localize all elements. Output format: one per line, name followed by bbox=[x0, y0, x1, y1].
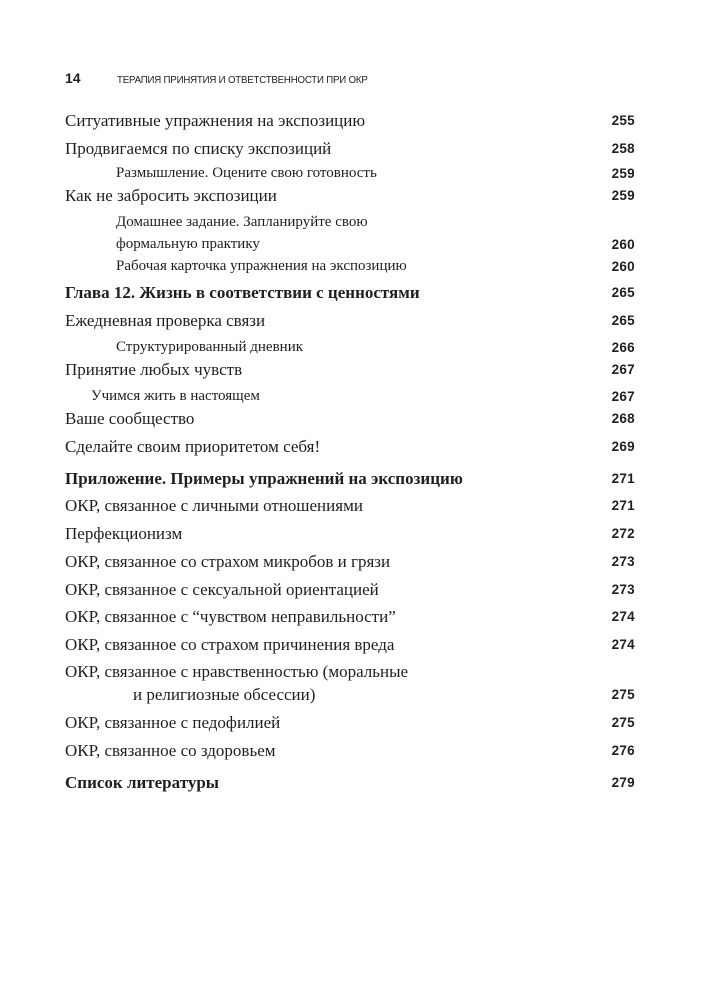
toc-entry bbox=[65, 552, 635, 572]
toc-chapter bbox=[65, 283, 635, 303]
toc-entry-title: Список литературы bbox=[65, 773, 220, 792]
toc-entry-page: 255 bbox=[611, 113, 635, 128]
toc-chapter bbox=[65, 773, 635, 793]
toc-entry-page: 276 bbox=[611, 743, 635, 758]
toc-entry bbox=[65, 662, 635, 682]
toc-entry bbox=[65, 338, 635, 356]
toc-entry-page: 269 bbox=[611, 439, 635, 454]
toc-entry bbox=[65, 607, 635, 627]
toc-entry bbox=[65, 713, 635, 733]
toc-entry-title: ОКР, связанное с нравственностью (моральные bbox=[65, 662, 409, 681]
toc-entry bbox=[65, 186, 635, 206]
toc-entry-title: ОКР, связанное с личными отношениями bbox=[65, 496, 363, 515]
toc-entry-title: ОКР, связанное со здоровьем bbox=[65, 741, 276, 760]
toc-entry-page: 273 bbox=[611, 582, 635, 597]
toc-entry-page: 268 bbox=[611, 411, 635, 426]
toc-entry-title: Глава 12. Жизнь в соответствии с ценностями bbox=[65, 283, 420, 302]
toc-entry bbox=[65, 257, 635, 275]
toc-entry-page: 271 bbox=[611, 471, 635, 486]
toc-entry-page: 260 bbox=[611, 237, 635, 252]
toc-entry bbox=[65, 524, 635, 544]
toc-entry-title: Ваше сообщество bbox=[65, 409, 195, 428]
toc-entry-title: Продвигаемся по списку экспозиций bbox=[65, 139, 332, 158]
toc-entry-title: ОКР, связанное со страхом причинения вреда bbox=[65, 635, 395, 654]
toc-entry-page: 275 bbox=[611, 687, 635, 702]
toc-entry bbox=[65, 685, 635, 705]
toc-entry bbox=[65, 360, 635, 380]
toc-entry-title: ОКР, связанное с педофилией bbox=[65, 713, 281, 732]
toc-entry-page: 271 bbox=[611, 498, 635, 513]
toc-entry-page: 279 bbox=[611, 775, 635, 790]
toc-entry-page: 265 bbox=[611, 313, 635, 328]
toc-entry-title: Перфекционизм bbox=[65, 524, 183, 543]
toc-entry-title: Сделайте своим приоритетом себя! bbox=[65, 437, 321, 456]
toc-entry-title: ОКР, связанное с “чувством неправильности” bbox=[65, 607, 396, 626]
toc-entry bbox=[65, 635, 635, 655]
toc-entry bbox=[65, 139, 635, 159]
toc-entry bbox=[65, 409, 635, 429]
toc-entry-title: Размышление. Оцените свою готовность bbox=[116, 165, 377, 181]
toc-entry bbox=[65, 387, 635, 405]
toc-entry-page: 272 bbox=[611, 526, 635, 541]
toc-entry bbox=[65, 164, 635, 182]
book-title: ТЕРАПИЯ ПРИНЯТИЯ И ОТВЕТСТВЕННОСТИ ПРИ ОКР bbox=[117, 74, 368, 86]
toc-entry-title: Ежедневная проверка связи bbox=[65, 311, 266, 330]
toc-entry-title: Как не забросить экспозиции bbox=[65, 186, 277, 205]
toc-entry-title: ОКР, связанное со страхом микробов и грязи bbox=[65, 552, 391, 571]
toc-entry-page: 259 bbox=[611, 188, 635, 203]
toc-entry bbox=[65, 111, 635, 131]
toc-entry-title: Приложение. Примеры упражнений на экспозицию bbox=[65, 469, 463, 488]
toc-entry-page: 267 bbox=[611, 389, 635, 404]
toc-entry-page: 260 bbox=[611, 259, 635, 274]
toc-chapter bbox=[65, 469, 635, 489]
toc-entry-page: 273 bbox=[611, 554, 635, 569]
toc-entry-title: Рабочая карточка упражнения на экспозицию bbox=[116, 258, 407, 274]
toc-entry-title: Структурированный дневник bbox=[116, 339, 304, 355]
toc-entry-title: Учимся жить в настоящем bbox=[91, 388, 260, 404]
toc-entry bbox=[65, 311, 635, 331]
toc-entry-title: формальную практику bbox=[116, 236, 260, 252]
toc-entry-page: 267 bbox=[611, 362, 635, 377]
page-number: 14 bbox=[65, 70, 81, 86]
toc-entry bbox=[65, 213, 635, 231]
toc-entry bbox=[65, 741, 635, 761]
toc-entry-page: 275 bbox=[611, 715, 635, 730]
toc-entry bbox=[65, 580, 635, 600]
toc-entry-page: 265 bbox=[611, 285, 635, 300]
toc-entry-title: Ситуативные упражнения на экспозицию bbox=[65, 111, 366, 130]
toc-entry-page: 258 bbox=[611, 141, 635, 156]
toc-entry bbox=[65, 235, 635, 253]
toc-entry-title: ОКР, связанное с сексуальной ориентацией bbox=[65, 580, 379, 599]
toc-entry bbox=[65, 496, 635, 516]
toc-entry-page: 274 bbox=[611, 637, 635, 652]
toc-entry-title: Домашнее задание. Запланируйте свою bbox=[116, 214, 368, 230]
toc-entry bbox=[65, 437, 635, 457]
toc-entry-page: 274 bbox=[611, 609, 635, 624]
toc-entry-page: 266 bbox=[611, 340, 635, 355]
toc-entry-title: и религиозные обсессии) bbox=[133, 685, 316, 704]
toc-entry-page: 259 bbox=[611, 166, 635, 181]
toc-entry-title: Принятие любых чувств bbox=[65, 360, 243, 379]
